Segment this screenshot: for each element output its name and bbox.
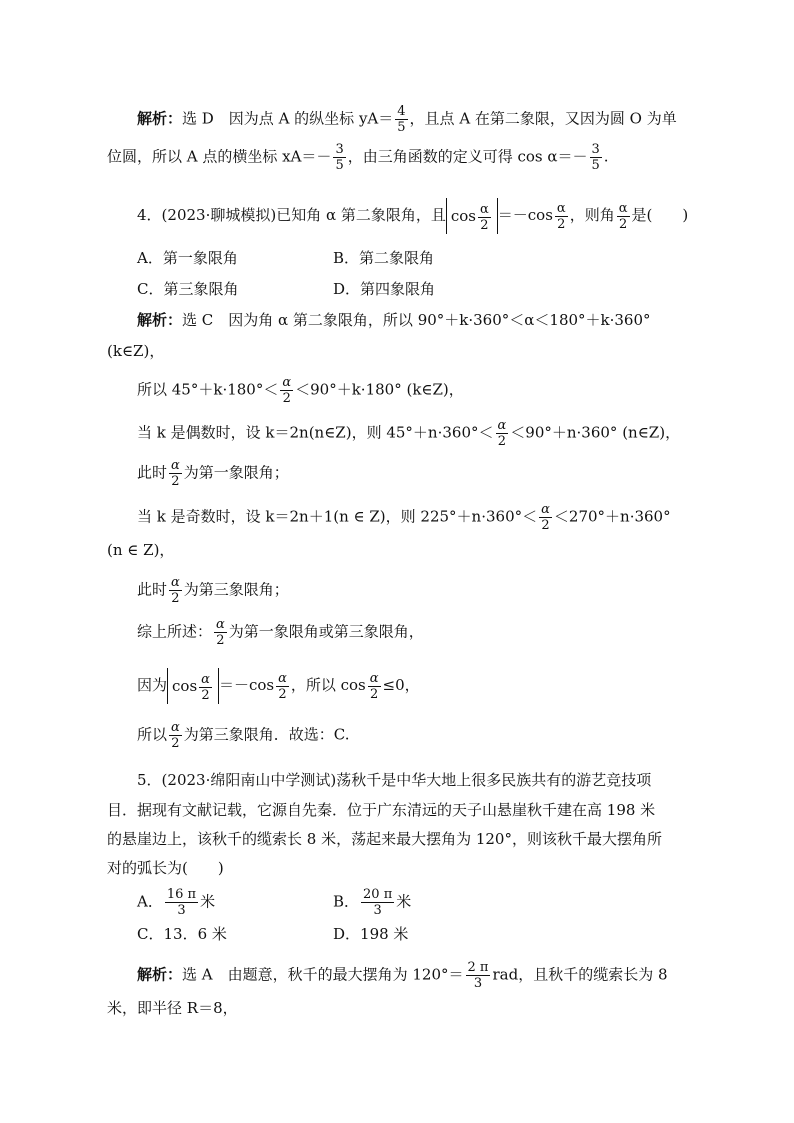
fraction: $\frac{\alpha}{2}$ [171, 575, 180, 606]
q4-stem-d: 是( ) [631, 206, 689, 224]
p1-text-d: ，由三角函数的定义可得 cos α＝－ [347, 147, 588, 166]
fraction: $\frac{\alpha}{2}$ [282, 375, 292, 406]
q4-option-a: A．第一象限角 [137, 249, 238, 267]
fraction: $\frac{20 \pi}{3}$ [363, 887, 393, 918]
q5-option-a: A． $\frac{16 \pi}{3}$ 米 [137, 887, 216, 918]
fraction: $\frac{\alpha}{2}$ [541, 502, 550, 533]
q4-option-d: D．第四象限角 [333, 280, 436, 298]
q5-line3: 的悬崖边上，该秋千的缆索长 8 米，荡起来最大摆角为 120°，则该秋千最大摆角所 [107, 830, 662, 848]
q4-sol-3: 所以 45°＋k·180°＜ $\frac{\alpha}{2}$ ＜90°＋k·180° (k∈Z)， [137, 375, 464, 406]
p1-line2 [107, 142, 609, 173]
q5-sol-1: 解析：选 A 由题意，秋千的最大摆角为 120°＝ $\frac{2 \pi}{3}$ rad，且秋千的缆索长为 8 [137, 960, 668, 991]
solution-label: 解析： [137, 109, 183, 128]
fraction: $\frac{\alpha}{2}$ [556, 200, 566, 232]
q4-sol-11: 所以 $\frac{\alpha}{2}$ 为第三象限角．故选：C. [137, 720, 350, 751]
q4-sol-text: 选 C 因为角 α 第二象限角，所以 90°＋k·360°＜α＜180°＋k·360° [182, 311, 651, 329]
q4-option-c: C．第三象限角 [137, 280, 239, 298]
fraction: $\frac{2 \pi}{3}$ [467, 960, 489, 991]
fraction: $\frac{\alpha}{2}$ [201, 671, 210, 703]
abs-value: cos $\frac{\alpha}{2}$ [446, 198, 498, 234]
q4-sol-7: (n ∈ Z)， [107, 541, 175, 559]
q4-sol-5: 此时 $\frac{\alpha}{2}$ 为第一象限角； [137, 458, 289, 489]
q4-option-b: B．第二象限角 [333, 249, 435, 267]
fraction: $\frac{\alpha}{2}$ [171, 720, 180, 751]
p1-text-a: 选 D 因为点 A 的纵坐标 yA＝ [182, 109, 394, 128]
q4-sol-2: (k∈Z)， [107, 342, 165, 360]
q4-sol-10: 因为 cos $\frac{\alpha}{2}$ ＝－cos $\frac{\alpha}{2}$ ，所以 cos $\frac{\alpha}{2}$ ≤0， [137, 668, 420, 704]
fraction: $\frac{3}{5}$ [591, 142, 600, 173]
p1-text-c: 位圆，所以 A 点的横坐标 xA＝－ [107, 147, 332, 166]
q4-stem-c: ，则角 [569, 206, 615, 224]
q4-sol-9: 综上所述： $\frac{\alpha}{2}$ 为第一象限角或第三象限角， [137, 617, 424, 648]
q4-sol-1 [137, 310, 651, 330]
fraction: $\frac{\alpha}{2}$ [618, 200, 628, 232]
q5-option-d: D．198 米 [333, 925, 409, 943]
fraction: $\frac{4}{5}$ [397, 104, 406, 135]
fraction: $\frac{3}{5}$ [335, 142, 344, 173]
p1-text-e: . [603, 147, 609, 166]
p1-line1 [137, 104, 677, 135]
q4-sol-8: 此时 $\frac{\alpha}{2}$ 为第三象限角； [137, 575, 289, 606]
fraction: $\frac{\alpha}{2}$ [278, 670, 287, 702]
fraction: $\frac{\alpha}{2}$ [216, 617, 225, 648]
q5-sol-2: 米，即半径 R＝8， [107, 999, 238, 1017]
q4-stem-a: 4．(2023·聊城模拟)已知角 α 第二象限角，且 [137, 206, 446, 224]
fraction: $\frac{\alpha}{2}$ [480, 201, 489, 233]
q5-line2: 目．据现有文献记载，它源自先秦．位于广东清远的天子山悬崖秋千建在高 198 米 [107, 801, 656, 819]
p1-text-b: ，且点 A 在第二象限，又因为圆 O 为单 [409, 109, 677, 128]
abs-value: cos $\frac{\alpha}{2}$ [167, 668, 219, 704]
q5-option-c: C．13．6 米 [137, 925, 227, 943]
solution-label: 解析： [137, 311, 183, 329]
q5-line4: 对的弧长为( ) [107, 859, 224, 877]
q4-stem [137, 198, 688, 234]
solution-label: 解析： [137, 965, 183, 984]
q5-option-b: B． $\frac{20 \pi}{3}$ 米 [333, 887, 412, 918]
fraction: $\frac{\alpha}{2}$ [497, 418, 507, 449]
q4-stem-b: ＝－cos [497, 206, 553, 224]
fraction: $\frac{\alpha}{2}$ [369, 670, 379, 702]
q5-line1: 5．(2023·绵阳南山中学测试)荡秋千是中华大地上很多民族共有的游艺竞技项 [137, 771, 652, 789]
q4-sol-6: 当 k 是奇数时，设 k＝2n＋1(n ∈ Z)，则 225°＋n·360°＜ $\frac{\alpha}{2}$ ＜270°＋n·360° [137, 502, 671, 533]
q4-sol-4: 当 k 是偶数时，设 k＝2n(n∈Z)，则 45°＋n·360°＜ $\frac{\alpha}{2}$ ＜90°＋n·360° (n∈Z)， [137, 418, 681, 449]
fraction: $\frac{\alpha}{2}$ [171, 458, 180, 489]
fraction: $\frac{16 \pi}{3}$ [166, 887, 197, 918]
